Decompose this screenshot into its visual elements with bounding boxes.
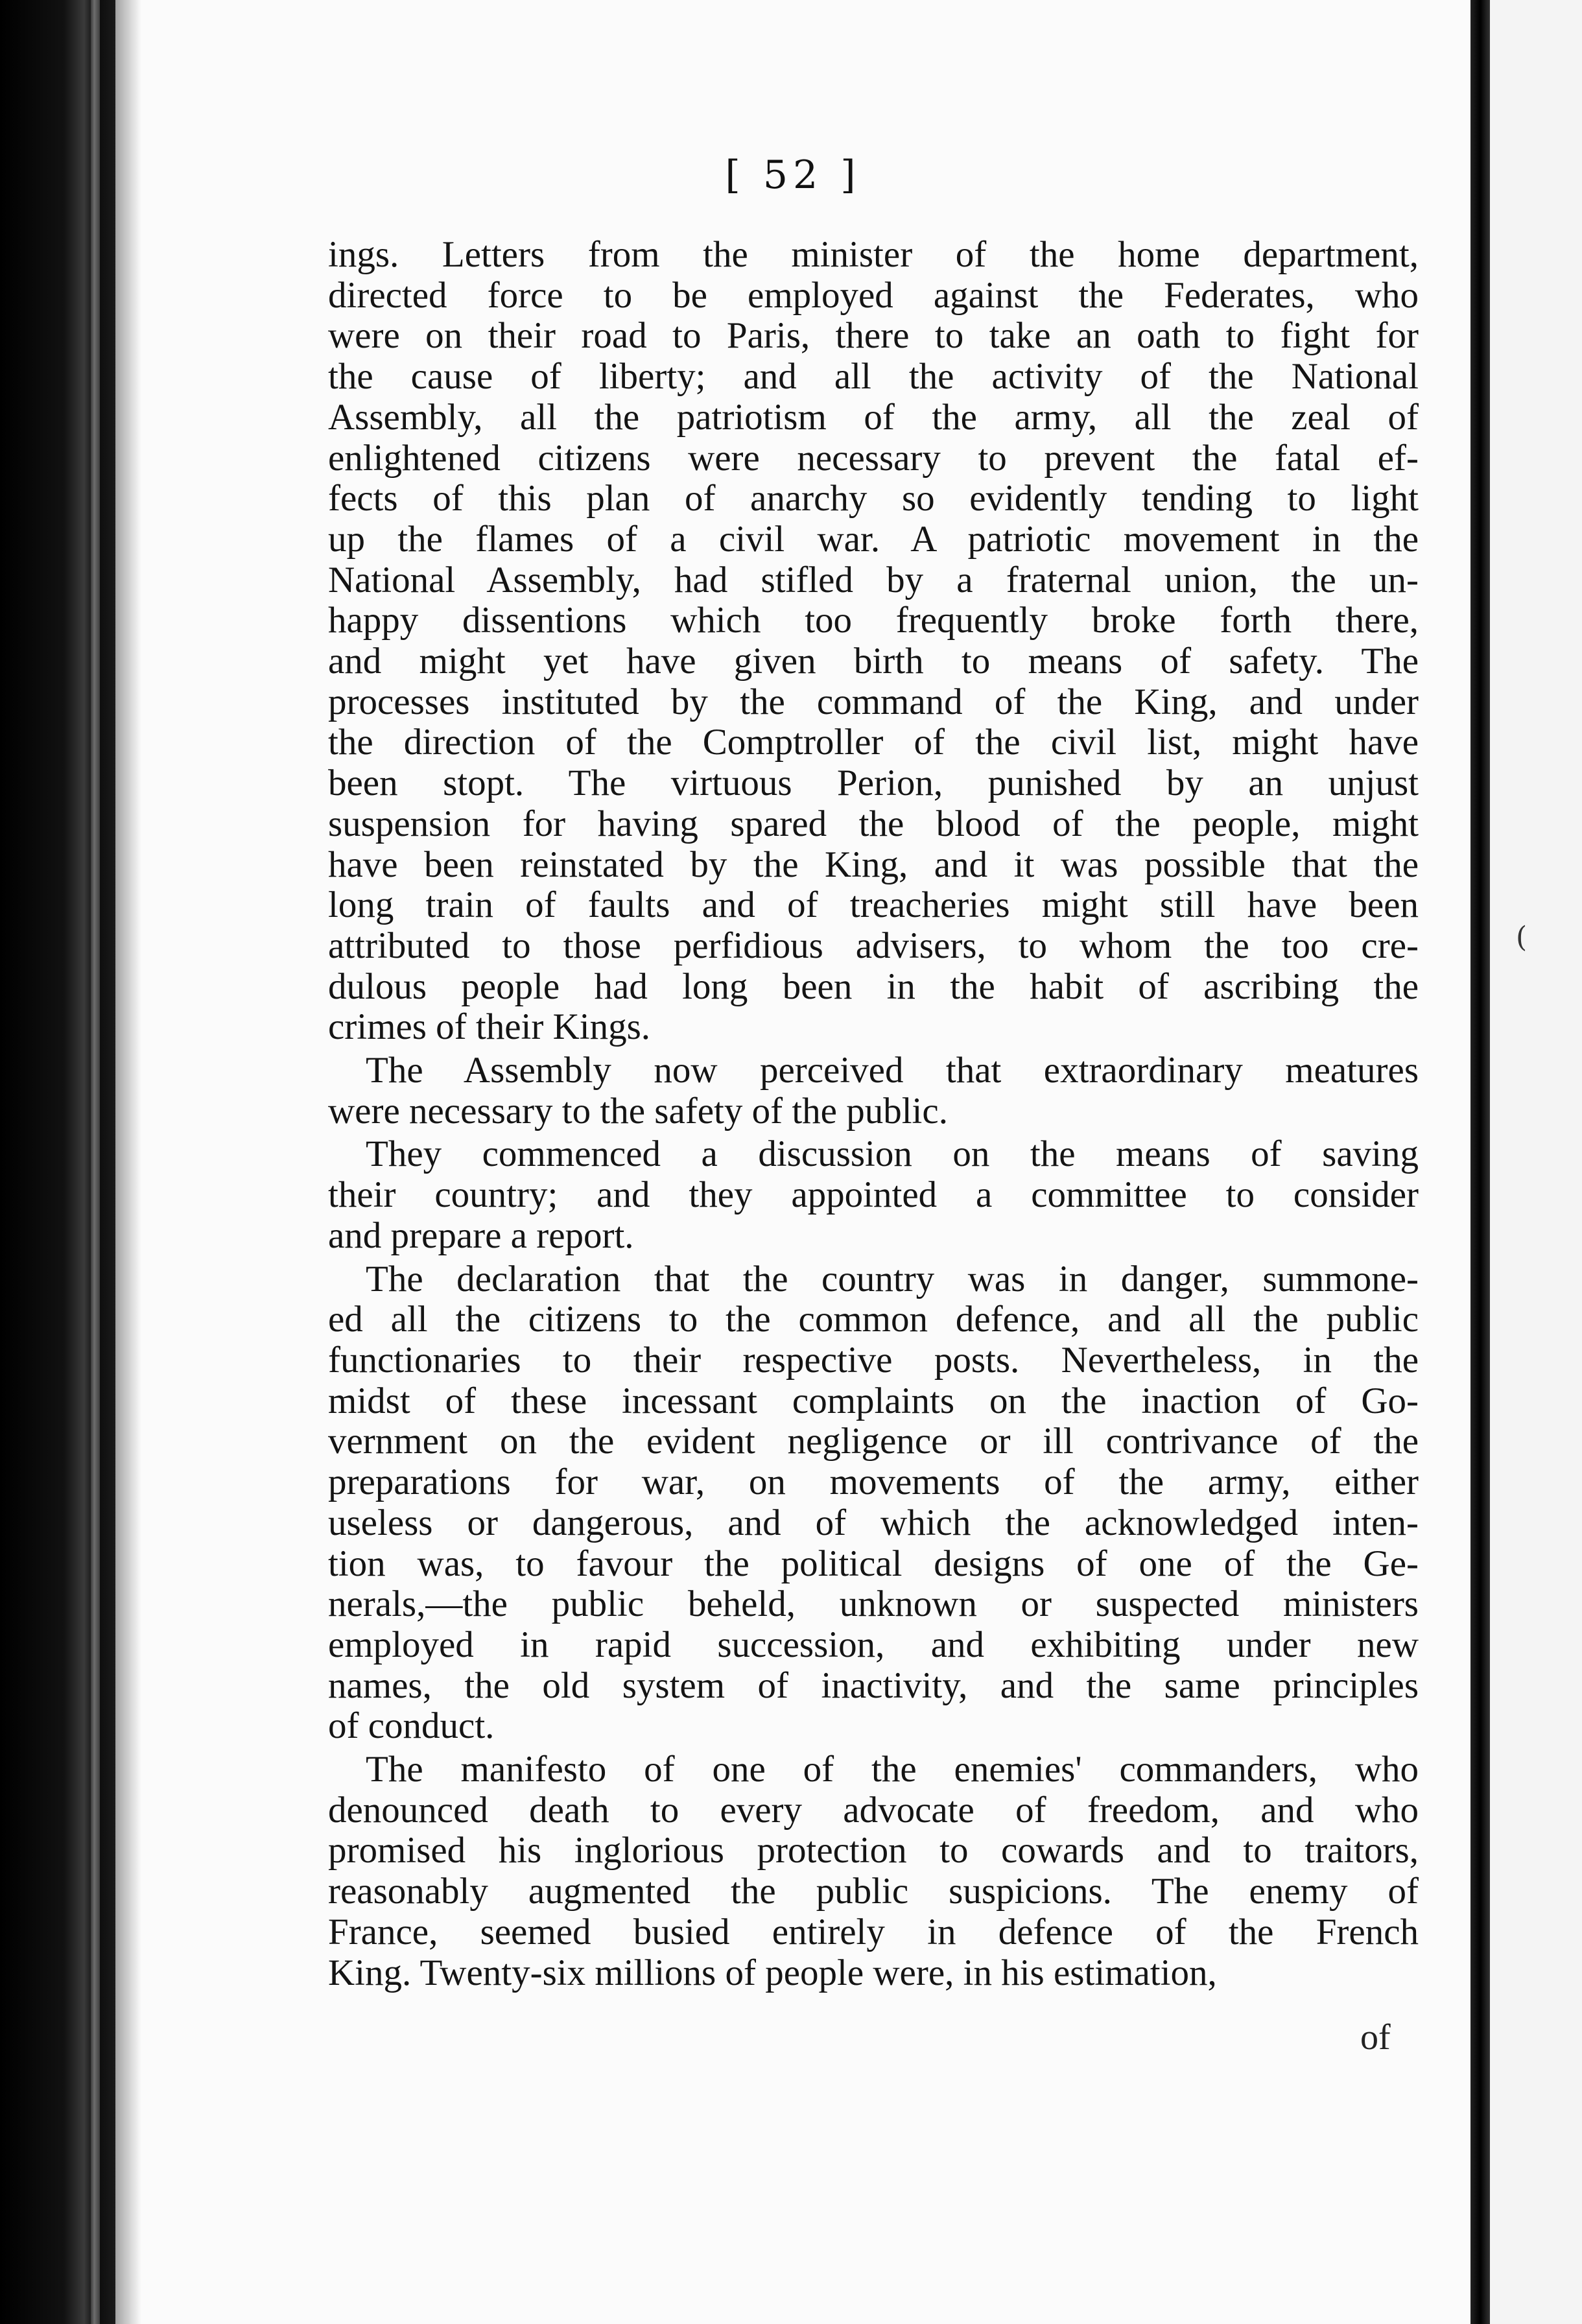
text-line: were on their road to Paris, there to take an oath to fight for [328, 315, 1419, 357]
page-number: [ 52 ] [725, 152, 861, 198]
catchword: of [1360, 2017, 1391, 2057]
text-line: been stopt. The virtuous Perion, punished by an unjust [328, 763, 1419, 804]
text-line: and might yet have given birth to means of safety. The [328, 641, 1419, 682]
text-line: vernment on the evident negligence or ill contrivance of the [328, 1421, 1419, 1462]
book-page [115, 0, 1470, 2324]
text-line: their country; and they appointed a committee to consider [328, 1174, 1419, 1216]
text-line: directed force to be employed against the Federates, who [328, 274, 1419, 316]
text-line: They commenced a discussion on the means of saving [366, 1133, 1419, 1175]
text-line: useless or dangerous, and of which the acknowledged inten- [328, 1502, 1419, 1543]
text-line: National Assembly, had stifled by a fraternal union, the un- [328, 559, 1419, 600]
text-line: the cause of liberty; and all the activity of the National [328, 356, 1419, 397]
paragraph [328, 1050, 1419, 1132]
text-line: ings. Letters from the minister of the home department, [328, 234, 1419, 275]
paragraph [328, 1259, 1419, 1747]
text-line: names, the old system of inactivity, and the same principles [328, 1665, 1419, 1706]
page-shadow [115, 0, 141, 2324]
body-text [328, 235, 1419, 1993]
text-line: Assembly, all the patriotism of the army, all the zeal of [328, 396, 1419, 438]
text-line: nerals,—the public beheld, unknown or suspected ministers [328, 1583, 1419, 1625]
binding-edge [91, 0, 100, 2324]
text-line: and prepare a report. [328, 1215, 634, 1256]
text-line: were necessary to the safety of the public. [328, 1090, 948, 1132]
text-line: long train of faults and of treacheries might still have been [328, 884, 1419, 926]
text-line: functionaries to their respective posts. Nevertheless, in the [328, 1339, 1419, 1381]
text-line: employed in rapid succession, and exhibiting under new [328, 1624, 1419, 1665]
paragraph [328, 235, 1419, 1048]
text-line: suspension for having spared the blood of the people, might [328, 803, 1419, 844]
text-line: ed all the citizens to the common defence, and all the public [328, 1299, 1419, 1340]
text-line: denounced death to every advocate of freedom, and who [328, 1789, 1419, 1831]
text-line: have been reinstated by the King, and it was possible that the [328, 844, 1419, 885]
text-line: dulous people had long been in the habit of ascribing the [328, 966, 1419, 1007]
text-line: tion was, to favour the political designs of one of the Ge- [328, 1543, 1419, 1584]
paragraph [328, 1749, 1419, 1993]
text-line: The manifesto of one of the enemies' commanders, who [366, 1749, 1419, 1790]
text-line: up the flames of a civil war. A patriotic movement in the [328, 518, 1419, 560]
text-line: attributed to those perfidious advisers, to whom the too cre- [328, 925, 1419, 966]
text-line: fects of this plan of anarchy so evidently tending to light [328, 478, 1419, 519]
text-line: the direction of the Comptroller of the civil list, might have [328, 722, 1419, 763]
book-binding-gutter [0, 0, 117, 2324]
text-line: enlightened citizens were necessary to prevent the fatal ef- [328, 437, 1419, 479]
text-line: reasonably augmented the public suspicions. The enemy of [328, 1871, 1419, 1912]
text-line: France, seemed busied entirely in defence of the French [328, 1911, 1419, 1952]
text-line: crimes of their Kings. [328, 1006, 651, 1048]
text-line: The declaration that the country was in danger, summone- [366, 1258, 1419, 1299]
text-line: of conduct. [328, 1705, 495, 1747]
bleed-mark: ( [1516, 921, 1528, 954]
next-page-edge [1490, 0, 1582, 2324]
text-line: processes instituted by the command of the King, and under [328, 681, 1419, 722]
paragraph [328, 1134, 1419, 1256]
text-line: The Assembly now perceived that extraordinary meatures [366, 1050, 1419, 1091]
page-divider [1470, 0, 1490, 2324]
text-line: preparations for war, on movements of the army, either [328, 1462, 1419, 1503]
text-line: promised his inglorious protection to cowards and to traitors, [328, 1830, 1419, 1871]
text-line: midst of these incessant complaints on the inaction of Go- [328, 1380, 1419, 1421]
text-line: King. Twenty-six millions of people were, in his estimation, [328, 1952, 1217, 1993]
text-line: happy dissentions which too frequently broke forth there, [328, 600, 1419, 641]
